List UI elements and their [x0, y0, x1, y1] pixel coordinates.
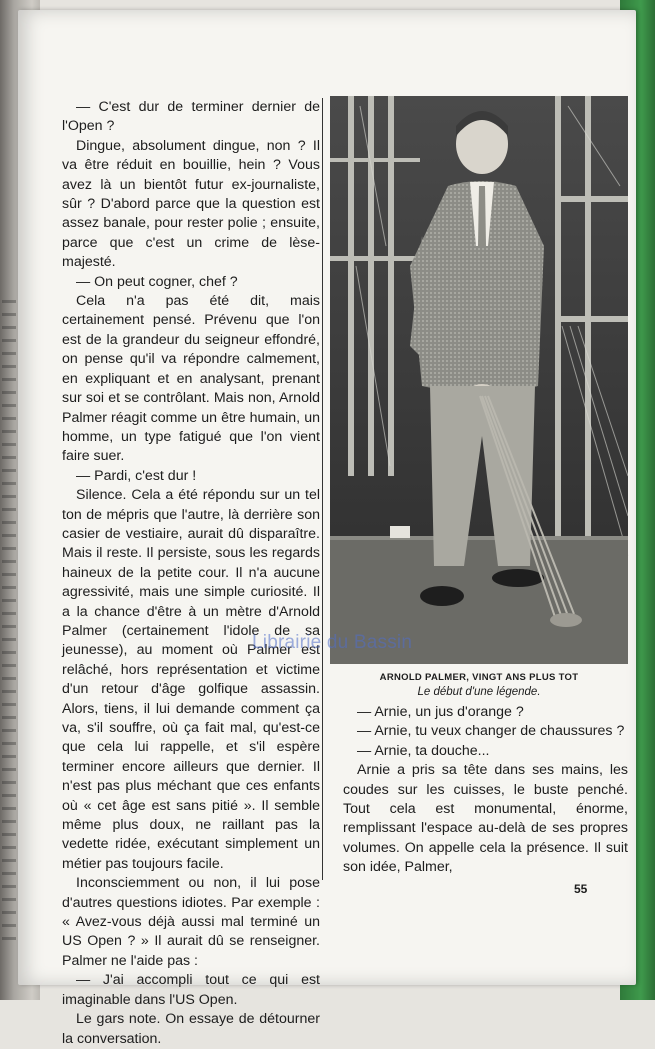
paragraph: — Arnie, tu veux changer de chaussures ?: [357, 723, 625, 740]
right-text-column: [343, 703, 628, 878]
caption-title: ARNOLD PALMER, VINGT ANS PLUS TOT: [379, 672, 579, 683]
paragraph: — J'ai accompli tout ce qui est imaginable dans l'US Open.: [62, 972, 320, 1008]
paragraph: Arnie a pris sa tête dans ses mains, les coudes sur les cuisses, le buste penché. Tout cela est monumental, énorme, remplissant l'espace au-delà de ses propres volumes. On appelle cela la présence. Il suit son idée, Palmer,: [343, 762, 628, 876]
previous-page-text-edge: [2, 300, 16, 940]
paragraph: — On peut cogner, chef ?: [76, 273, 238, 290]
column-divider: [322, 98, 323, 880]
caption-subtitle: Le début d'une légende.: [417, 686, 541, 698]
arnold-palmer-photo: [330, 96, 628, 664]
paragraph: Inconsciemment ou non, il lui pose d'autres questions idiotes. Par exemple : « Avez-vous déjà aussi mal terminé un US Open ? » Il aurait dû se renseigner. Palmer ne l'aide pas :: [62, 875, 320, 969]
photo-caption: [334, 672, 624, 698]
paragraph: — C'est dur de terminer dernier de l'Open ?: [62, 99, 320, 135]
paragraph: Le gars note. On essaye de détourner la conversation.: [62, 1011, 320, 1047]
paragraph: Silence. Cela a été répondu sur un tel ton de mépris que l'autre, là derrière son casier de vestiaire, aurait dû disparaître. Mais il reste. Il persiste, sous les regards haineux de la petite cour. Il n'a aucune agressivité, mais une simple curiosité. Il a la chance d'être à un mètre d'Arnold Palmer (certainement l'idole de sa jeunesse), au moment où Palmer est relâché, hors représentation et victime d'un retour d'âge golfique assassin. Alors, tiens, il lui demande comment ça va, s'il souffre, où ça fait mal, qu'est-ce que cela lui rappelle, et s'il espère terminer encore ailleurs que dernier. Il n'est pas plus méchant que ces enfants où « cet âge est sans pitié ». Il semble même plus doux, ne raillant pas la vedette ridée, exécutant simplement un métier pas toujours facile.: [62, 487, 320, 872]
watermark: Librairie du Bassin: [252, 632, 413, 653]
paragraph: Dingue, absolument dingue, non ? Il va être réduit en bouillie, hein ? Vous avez là un bientôt futur ex-journaliste, sûr ? D'abord parce que la question est assez banale, pour rester polie ; ensuite, parce que c'est un crime de lèse-majesté.: [62, 137, 320, 271]
book-page: [18, 10, 636, 1047]
paragraph: — Arnie, ta douche...: [357, 742, 490, 759]
paragraph: — Arnie, un jus d'orange ?: [357, 704, 524, 720]
paragraph: Cela n'a pas été dit, mais certainement pensé. Prévenu que l'on est de la grandeur du seigneur effondré, on pense qu'il va répondre calmement, en expliquant et en analysant, prenant sur soi et se contrôlant. Mais non, Arnold Palmer réagit comme un être humain, un homme, un type fatigué que l'on vient faire suer.: [62, 293, 320, 465]
paragraph: — Pardi, c'est dur !: [76, 467, 197, 484]
left-text-column: [62, 98, 320, 1049]
page-number: 55: [574, 882, 588, 896]
